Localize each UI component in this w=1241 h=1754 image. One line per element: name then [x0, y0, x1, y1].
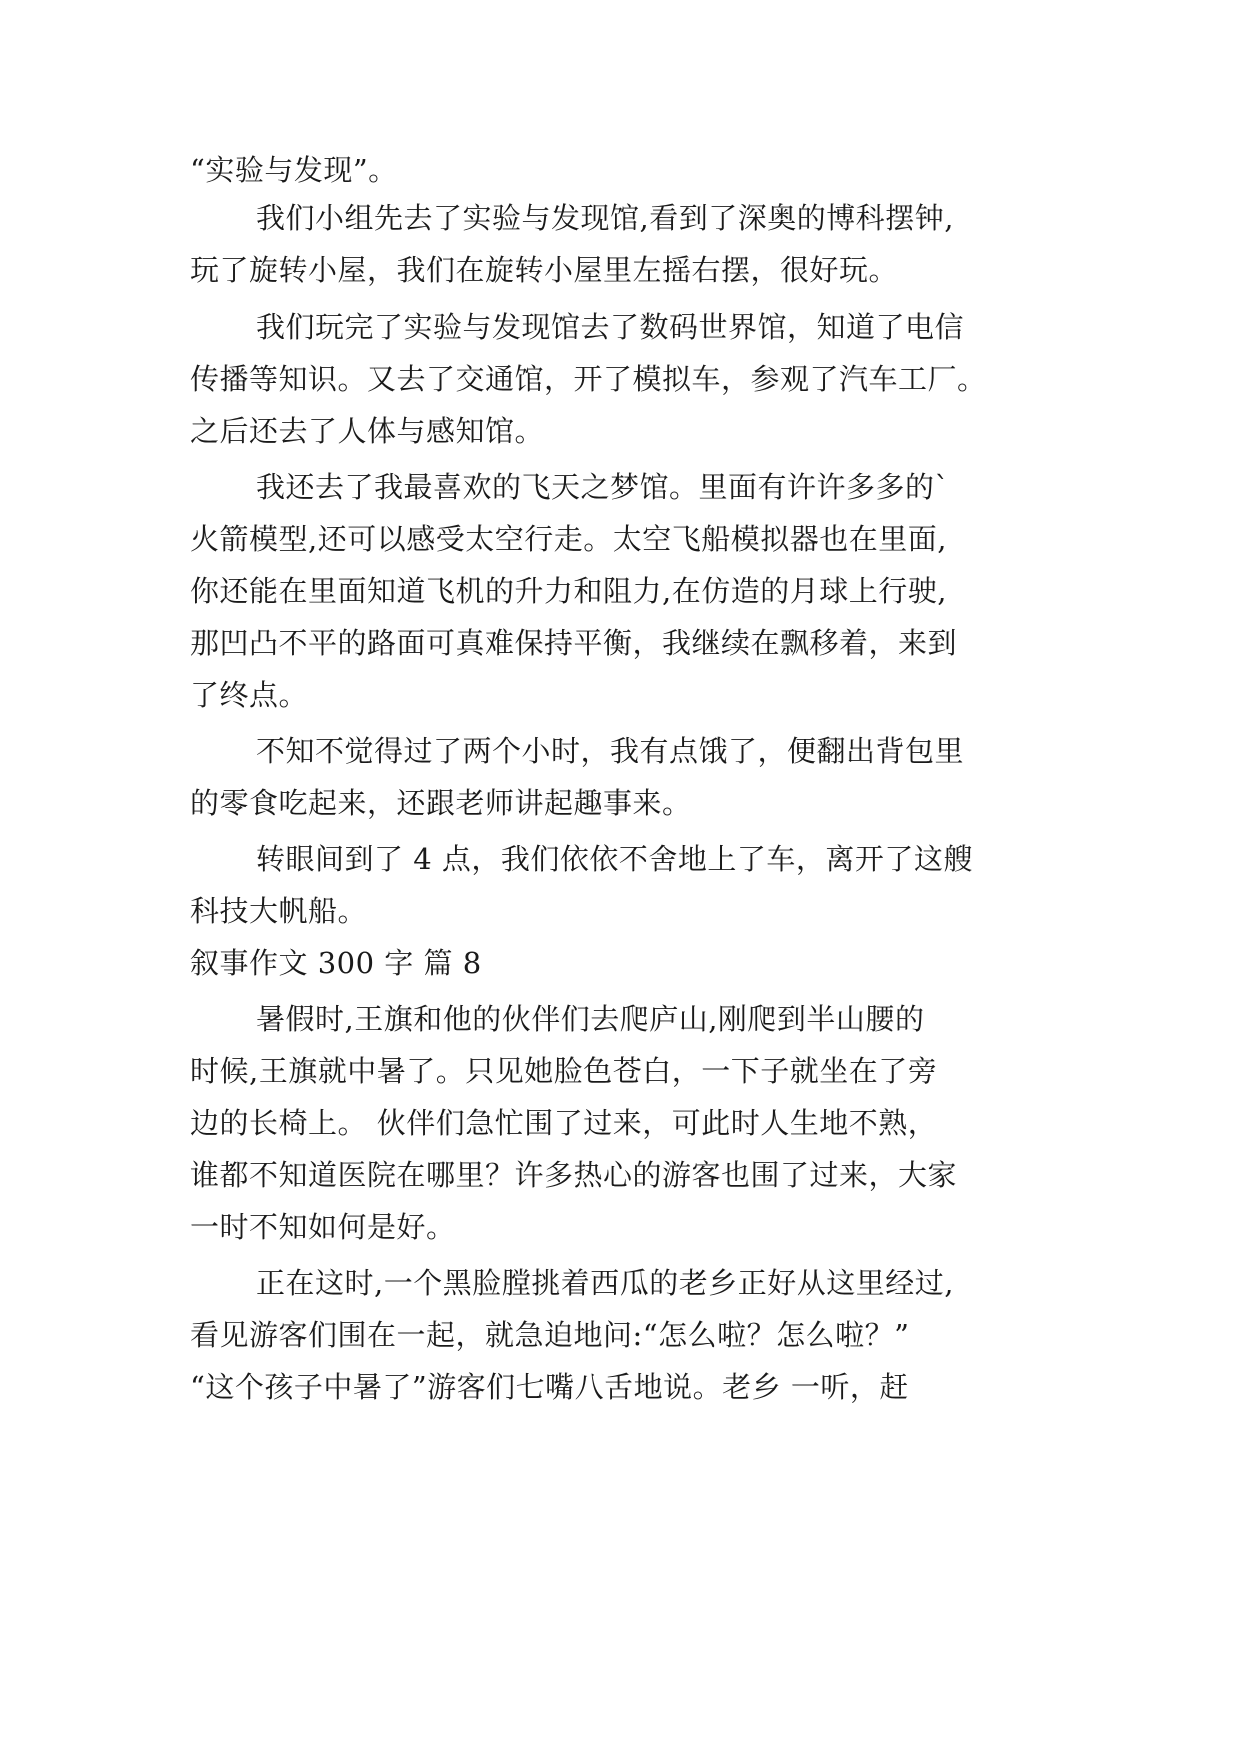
- text-line: “实验与发现”。: [190, 153, 398, 187]
- text-line: 之后还去了人体与感知馆。: [190, 414, 545, 448]
- text-line: 正在这时,一个黑脸膛挑着西瓜的老乡正好从这里经过,: [256, 1266, 954, 1300]
- text-line: 你还能在里面知道飞机的升力和阻力,在仿造的月球上行驶,: [190, 574, 947, 608]
- text-line: 暑假时,王旗和他的伙伴们去爬庐山,刚爬到半山腰的: [256, 1002, 925, 1036]
- text-line: 我们小组先去了实验与发现馆,看到了深奥的博科摆钟,: [256, 201, 954, 235]
- text-line: 看见游客们围在一起，就急迫地问:“怎么啦？怎么啦？”: [190, 1318, 910, 1352]
- text-line: 转眼间到了 4 点，我们依依不舍地上了车，离开了这艘: [256, 842, 973, 876]
- text-line: 不知不觉得过了两个小时，我有点饿了，便翻出背包里: [256, 734, 965, 768]
- text-line: “这个孩子中暑了”游客们七嘴八舌地说。老乡 一听，赶: [190, 1370, 909, 1404]
- section-heading: 叙事作文 300 字 篇 8: [190, 946, 482, 980]
- text-line: 科技大帆船。: [190, 894, 368, 928]
- text-line: 边的长椅上。 伙伴们急忙围了过来，可此时人生地不熟，: [190, 1106, 938, 1140]
- text-line: 传播等知识。又去了交通馆，开了模拟车，参观了汽车工厂。: [190, 362, 987, 396]
- text-line: 谁都不知道医院在哪里？许多热心的游客也围了过来，大家: [190, 1158, 958, 1192]
- text-line: 火箭模型,还可以感受太空行走。太空飞船模拟器也在里面,: [190, 522, 947, 556]
- text-line: 了终点。: [190, 678, 309, 712]
- text-line: 玩了旋转小屋，我们在旋转小屋里左摇右摆，很好玩。: [190, 253, 899, 287]
- text-line: 时候,王旗就中暑了。只见她脸色苍白，一下子就坐在了旁: [190, 1054, 938, 1088]
- text-line: 我还去了我最喜欢的飞天之梦馆。里面有许许多多的`: [256, 470, 950, 504]
- text-line: 一时不知如何是好。: [190, 1210, 456, 1244]
- text-line: 我们玩完了实验与发现馆去了数码世界馆，知道了电信: [256, 310, 965, 344]
- text-line: 那凹凸不平的路面可真难保持平衡，我继续在飘移着，来到: [190, 626, 958, 660]
- text-line: 的零食吃起来，还跟老师讲起趣事来。: [190, 786, 692, 820]
